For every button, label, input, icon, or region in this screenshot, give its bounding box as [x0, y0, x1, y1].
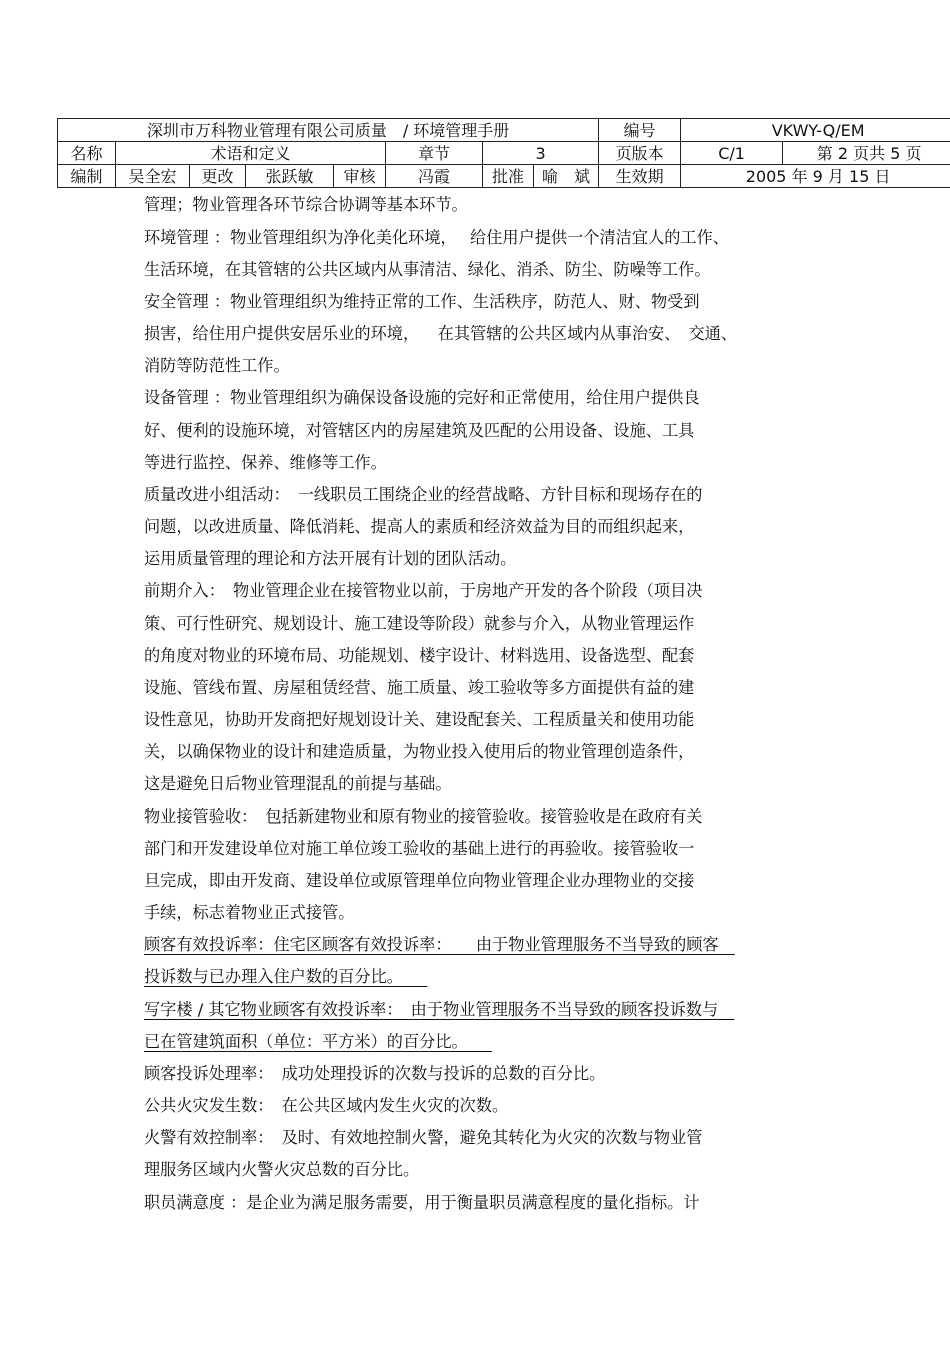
body-line: 物业接管验收： 包括新建物业和原有物业的接管验收。接管验收是在政府有关 — [144, 807, 703, 826]
body-line-underlined: 已在管建筑面积（单位：平方米）的百分比。 — [144, 1032, 493, 1051]
author-label: 编制 — [58, 165, 116, 188]
change-value: 张跃敏 — [246, 165, 334, 188]
body-line: 好、便利的设施环境，对管辖区内的房屋建筑及匹配的公用设备、设施、工具 — [144, 421, 695, 440]
body-line: 手续，标志着物业正式接管。 — [144, 903, 355, 922]
body-line: 环境管理 ：物业管理组织为净化美化环境， 给住用户提供一个清洁宜人的工作、 — [144, 228, 729, 247]
body-line: 生活环境，在其管辖的公共区域内从事清洁、绿化、消杀、防尘、防噪等工作。 — [144, 260, 711, 279]
body-line: 职员满意度 ：是企业为满足服务需要，用于衡量职员满意程度的量化指标。计 — [144, 1193, 700, 1212]
code-label: 编号 — [599, 119, 681, 142]
body-line: 质量改进小组活动： 一线职员工围绕企业的经营战略、方针目标和现场存在的 — [144, 485, 703, 504]
body-line: 安全管理 ：物业管理组织为维持正常的工作、生活秩序，防范人、财、物受到 — [144, 292, 700, 311]
name-value: 术语和定义 — [116, 142, 386, 165]
effective-value: 2005 年 9 月 15 日 — [681, 165, 950, 188]
version-value: C/1 — [681, 142, 783, 165]
body-line: 前期介入： 物业管理企业在接管物业以前，于房地产开发的各个阶段（项目决 — [144, 581, 703, 600]
body-line: 顾客投诉处理率： 成功处理投诉的次数与投诉的总数的百分比。 — [144, 1064, 606, 1083]
body-line: 运用质量管理的理论和方法开展有计划的团队活动。 — [144, 549, 517, 568]
body-line: 部门和开发建设单位对施工单位竣工验收的基础上进行的再验收。接管验收一 — [144, 839, 695, 858]
company-title: 深圳市万科物业管理有限公司质量 / 环境管理手册 — [58, 119, 599, 142]
body-line: 理服务区域内火警火灾总数的百分比。 — [144, 1160, 420, 1179]
name-label: 名称 — [58, 142, 116, 165]
body-line-underlined: 顾客有效投诉率：住宅区顾客有效投诉率： 由于物业管理服务不当导致的顾客 — [144, 935, 735, 954]
body-line: 设备管理 ：物业管理组织为确保设备设施的完好和正常使用，给住用户提供良 — [144, 388, 700, 407]
body-line: 火警有效控制率： 及时、有效地控制火警，避免其转化为火灾的次数与物业管 — [144, 1128, 703, 1147]
body-line: 这是避免日后物业管理混乱的前提与基础。 — [144, 774, 452, 793]
document-header-table — [57, 118, 950, 188]
body-line: 的角度对物业的环境布局、功能规划、楼宇设计、材料选用、设备选型、配套 — [144, 646, 695, 665]
body-line: 问题，以改进质量、降低消耗、提高人的素质和经济效益为目的而组织起来， — [144, 517, 695, 536]
code-value: VKWY-Q/EM — [681, 119, 950, 142]
body-line: 消防等防范性工作。 — [144, 356, 290, 375]
body-line: 策、可行性研究、规划设计、施工建设等阶段）就参与介入，从物业管理运作 — [144, 614, 695, 633]
review-value: 冯霞 — [386, 165, 483, 188]
body-line: 等进行监控、保养、维修等工作。 — [144, 453, 387, 472]
body-line: 损害，给住用户提供安居乐业的环境， 在其管辖的公共区域内从事治安、 交通、 — [144, 324, 738, 343]
body-line: 设施、管线布置、房屋租赁经营、施工质量、竣工验收等多方面提供有益的建 — [144, 678, 695, 697]
body-line-underlined: 投诉数与已办理入住户数的百分比。 — [144, 967, 428, 986]
review-label: 审核 — [334, 165, 386, 188]
body-line: 公共火灾发生数： 在公共区域内发生火灾的次数。 — [144, 1096, 509, 1115]
approve-value: 喻 斌 — [534, 165, 599, 188]
approve-label: 批准 — [483, 165, 534, 188]
chapter-value: 3 — [483, 142, 599, 165]
chapter-label: 章节 — [386, 142, 483, 165]
body-line: 设性意见，协助开发商把好规划设计关、建设配套关、工程质量关和使用功能 — [144, 710, 695, 729]
body-line: 管理；物业管理各环节综合协调等基本环节。 — [144, 195, 468, 214]
change-label: 更改 — [190, 165, 246, 188]
page-info: 第 2 页共 5 页 — [783, 142, 950, 165]
effective-label: 生效期 — [599, 165, 681, 188]
version-label: 页版本 — [599, 142, 681, 165]
body-line: 旦完成，即由开发商、建设单位或原管理单位向物业管理企业办理物业的交接 — [144, 871, 695, 890]
body-line-underlined: 写字楼 / 其它物业顾客有效投诉率： 由于物业管理服务不当导致的顾客投诉数与 — [144, 1000, 735, 1019]
author-value: 吴全宏 — [116, 165, 190, 188]
body-line: 关，以确保物业的设计和建造质量，为物业投入使用后的物业管理创造条件， — [144, 742, 695, 761]
